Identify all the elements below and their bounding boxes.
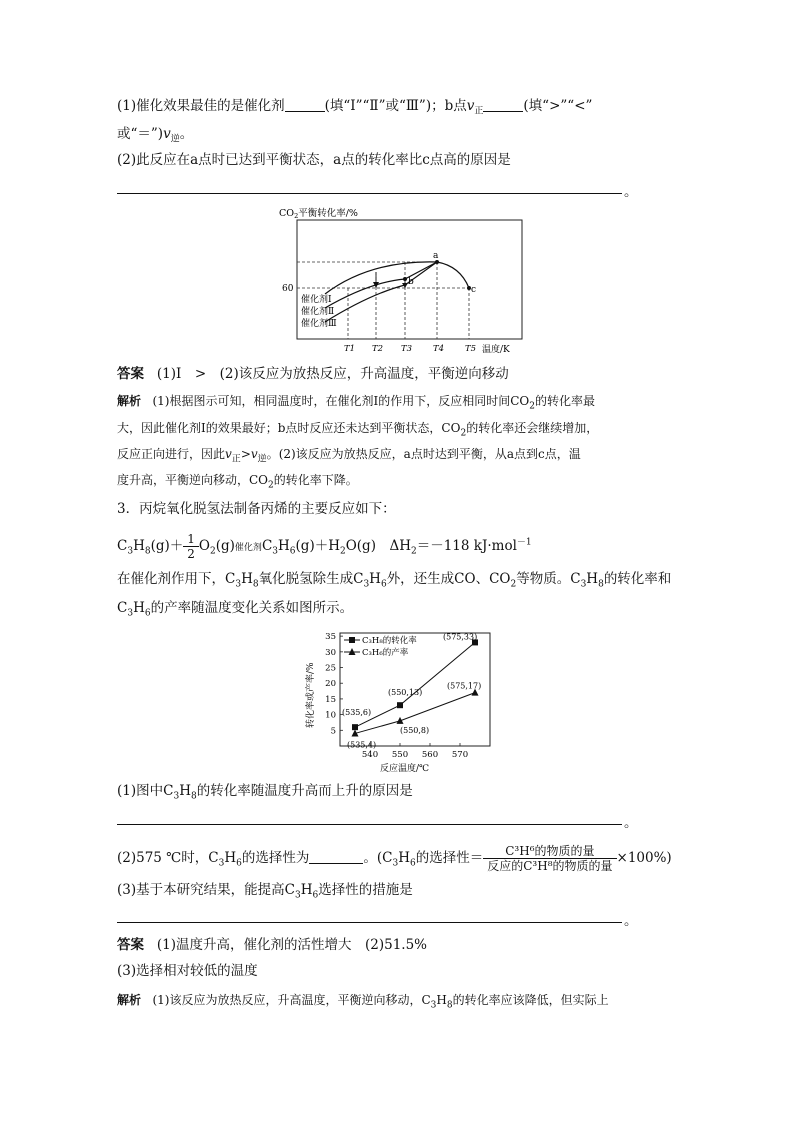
p2e: ×100%)	[616, 850, 672, 866]
answer-line-q2[interactable]	[117, 193, 622, 194]
intro2-s3: 3	[127, 608, 134, 619]
intro-h2: H	[369, 571, 381, 587]
chart2-xlabel: 反应温度/℃	[380, 764, 430, 774]
answer1	[117, 364, 509, 384]
p2c: 。(C	[363, 850, 393, 866]
data-label-1-535: (535,4)	[347, 740, 377, 750]
intro-s8b: 8	[598, 579, 604, 590]
p2b: 的选择性为	[241, 850, 310, 866]
intro-s6a: 6	[380, 579, 387, 590]
intro-h3: H	[586, 571, 599, 587]
chart1-xlabel: 温度/K	[482, 345, 510, 355]
exp3-s3: 3	[430, 1000, 437, 1011]
q3-intro2	[117, 598, 353, 624]
label-c: c	[471, 285, 477, 295]
exp1-l1b: 的转化率最	[534, 394, 595, 408]
p1-s8: 8	[190, 791, 197, 802]
p2d: 的选择性＝	[415, 850, 484, 866]
eq-c1: C	[117, 538, 128, 554]
marker-conversion-535	[352, 724, 358, 730]
eq-h2: H	[278, 538, 290, 554]
xtick-t4: T4	[433, 344, 445, 354]
intro2-h: H	[133, 600, 145, 616]
ytick-label-5: 5	[330, 726, 336, 737]
p3-h: H	[300, 882, 313, 898]
exp1-sub-a: 2	[529, 401, 535, 412]
p1-h: H	[179, 783, 191, 799]
eq-half	[183, 532, 199, 561]
p3-s3: 3	[294, 890, 301, 901]
xtick-label-540: 540	[361, 750, 379, 760]
exp1-line3	[117, 444, 581, 469]
frac-num: C³H⁶的物质的量	[483, 844, 616, 859]
exp1-v1: v	[225, 447, 232, 461]
q1-line1	[117, 96, 592, 122]
intro-s8a: 8	[252, 579, 259, 590]
eq-exp: －1	[516, 537, 532, 548]
q3-part2	[117, 844, 672, 874]
answer3-text2: (3)选择相对较低的温度	[117, 963, 258, 979]
q3-intro1	[117, 569, 671, 595]
v-reverse: v	[163, 126, 171, 142]
q3-title-text: 3．丙烷氧化脱氢法制备丙烯的主要反应如下：	[117, 501, 396, 517]
selectivity-fraction	[483, 844, 616, 873]
eq-s8: 8	[144, 546, 151, 557]
data-label-1-575: (575,17)	[447, 681, 482, 691]
answer3-line1	[117, 935, 427, 955]
eq-half-num: 1	[183, 532, 199, 547]
eq-s6: 6	[289, 546, 296, 557]
p1-s3: 3	[173, 791, 180, 802]
exp1-ni: 逆	[257, 454, 267, 465]
answer-blank-selectivity[interactable]	[309, 849, 363, 864]
data-label-0-535: (535,6)	[342, 708, 372, 718]
data-label-0-550: (550,13)	[388, 688, 423, 698]
exp1-sub-c: 2	[268, 480, 274, 491]
xtick-t3: T3	[401, 344, 413, 354]
intro-e: 的转化率和	[603, 571, 672, 587]
exp1-l2a: 大，因此催化剂Ⅰ的效果最好；b点时反应还未达到平衡状态，CO	[117, 421, 461, 435]
legend1-text: C₃H₈的转化率	[362, 636, 417, 646]
intro-s2: 2	[510, 579, 517, 590]
data-label-1-550: (550,8)	[400, 725, 430, 735]
p1b: 的转化率随温度升高而上升的原因是	[196, 783, 413, 799]
eq-s3b: 3	[272, 546, 279, 557]
exp1-v2: v	[250, 447, 258, 461]
eq-catalyst: 催化剂	[234, 543, 262, 553]
exp1-dot: 。	[266, 447, 279, 461]
period-3-1: 。	[624, 815, 638, 831]
intro-c: 外，还生成CO、CO	[386, 571, 511, 587]
period-3-3: 。	[624, 913, 638, 929]
q1-text-a: (1)催化效果最佳的是催化剂	[117, 98, 285, 114]
xtick-t1: T1	[344, 344, 356, 354]
exp1-gt: >	[240, 447, 251, 461]
p2-s3b: 3	[392, 858, 399, 869]
exp1-line2	[117, 418, 598, 443]
legend1-marker	[349, 637, 355, 643]
sub-forward: 正	[474, 106, 484, 117]
eq-c2: C	[261, 538, 273, 554]
answer3-line2	[117, 961, 258, 981]
q3-part3	[117, 880, 413, 906]
p2-s6b: 6	[410, 858, 416, 869]
p3b: 选择性的措施是	[318, 882, 413, 898]
legend-catalyst-3: 催化剂Ⅲ	[301, 319, 337, 329]
answer-line-3-3[interactable]	[117, 922, 622, 923]
p3-s6: 6	[312, 890, 319, 901]
answer-blank-compare[interactable]	[483, 97, 523, 112]
q2-text: (2)此反应在a点时已达到平衡状态，a点的转化率比c点高的原因是	[117, 152, 511, 168]
eq-dh: O(g) ΔH	[345, 538, 411, 554]
exp3-s8: 8	[446, 1000, 453, 1011]
exp1-line1	[117, 391, 595, 416]
eq-plus1: (g)＋	[150, 538, 184, 554]
intro-d: 等物质。C	[516, 571, 581, 587]
p2-s3a: 3	[218, 858, 225, 869]
answer3-label: 答案	[117, 937, 144, 953]
marker-conversion-550	[397, 702, 403, 708]
period-q2: 。	[624, 184, 638, 200]
xtick-t5: T5	[465, 344, 477, 354]
intro-b: 氧化脱氢除生成C	[258, 571, 364, 587]
answer1-label: 答案	[117, 366, 144, 382]
exp1-l4b: 的转化率下降。	[273, 473, 358, 487]
q1-end: 。	[179, 126, 194, 142]
ytick-label-25: 25	[325, 663, 336, 674]
ytick-label-35: 35	[325, 632, 336, 643]
q2-line	[117, 150, 511, 170]
exp1-label: 解析	[117, 394, 142, 408]
p2-s6a: 6	[236, 858, 242, 869]
ytick-60: 60	[282, 284, 294, 294]
p2a: (2)575 ℃时，C	[117, 850, 219, 866]
exp1-l4a: 度升高，平衡逆向移动，CO	[117, 473, 269, 487]
exp1-l2b: 的转化率还会继续增加，	[466, 421, 599, 435]
answer3-text1: (1)温度升高，催化剂的活性增大 (2)51.5%	[156, 937, 428, 953]
intro-s3c: 3	[580, 579, 587, 590]
exp1-l3b: (2)该反应为放热反应，a点时达到平衡，从a点到c点，温	[278, 447, 581, 461]
eq-g: (g)	[215, 538, 235, 554]
exp1-zheng: 正	[231, 454, 241, 465]
p1a: (1)图中C	[117, 783, 174, 799]
v-forward: v	[466, 98, 475, 114]
chart2-conversion-yield	[300, 628, 500, 776]
data-label-0-575: (575,33)	[443, 632, 478, 642]
ytick-label-20: 20	[325, 679, 336, 690]
answer1-text: (1)Ⅰ > (2)该反应为放热反应，升高温度，平衡逆向移动	[156, 366, 509, 382]
intro-a: 在催化剂作用下，C	[117, 571, 236, 587]
q3-part1	[117, 781, 413, 807]
intro-s3b: 3	[363, 579, 370, 590]
exp1-l1a: (1)根据图示可知，相同温度时，在催化剂Ⅰ的作用下，反应相同时间CO	[152, 394, 530, 408]
series-catalyst-1	[325, 262, 469, 294]
p2-h1: H	[224, 850, 237, 866]
chart1-ylabel: $CO_2$平衡转化率/%	[279, 208, 358, 220]
q1-line2	[117, 124, 193, 150]
p2-h2: H	[398, 850, 410, 866]
exp3-line1	[117, 990, 609, 1015]
xtick-label-550: 550	[391, 750, 409, 760]
eq-s3a: 3	[127, 546, 134, 557]
intro2-b: 的产率随温度变化关系如图所示。	[150, 600, 354, 616]
xtick-label-560: 560	[421, 750, 439, 760]
xtick-t2: T2	[372, 344, 384, 354]
legend-catalyst-2: 催化剂Ⅱ	[301, 307, 335, 317]
exp1-l3a: 反应正向进行，因此	[117, 447, 226, 461]
ytick-label-15: 15	[325, 694, 336, 705]
eq-half-den: 2	[187, 547, 195, 561]
eq-value: ＝－118 kJ·mol	[416, 538, 517, 554]
eq-s2c: 2	[410, 546, 417, 557]
answer-line-3-1[interactable]	[117, 824, 622, 825]
q1-text-d: 或“＝”)	[117, 126, 164, 142]
exp3-label: 解析	[117, 993, 142, 1007]
chart1-co2-conversion	[270, 202, 530, 360]
exp1-sub-b: 2	[460, 428, 467, 439]
q1-text-c: (填“>”“<”	[523, 98, 593, 114]
label-a: a	[433, 251, 439, 261]
eq-h1: H	[133, 538, 145, 554]
q1-text-b: (填“Ⅰ”“Ⅱ”或“Ⅲ”)；b点	[324, 98, 467, 114]
eq-o: O	[198, 538, 210, 554]
intro-h1: H	[241, 571, 253, 587]
point-b	[403, 277, 407, 281]
legend-catalyst-1: 催化剂Ⅰ	[301, 295, 332, 305]
frac-den: 反应的C³H⁸的物质的量	[487, 859, 613, 873]
eq-plus2: (g)＋H	[295, 538, 340, 554]
xtick-label-570: 570	[451, 750, 469, 760]
answer-blank-catalyst[interactable]	[285, 97, 325, 112]
eq-s2b: 2	[339, 546, 346, 557]
ytick-label-10: 10	[325, 710, 336, 721]
intro2-s6: 6	[144, 608, 151, 619]
exp3-l1b: 的转化率应该降低，但实际上	[452, 993, 609, 1007]
ytick-label-30: 30	[325, 647, 336, 658]
label-b: b	[408, 277, 414, 287]
exp3-l1a: (1)该反应为放热反应，升高温度，平衡逆向移动，C	[152, 993, 431, 1007]
q3-title	[117, 499, 396, 519]
q3-equation	[117, 532, 532, 562]
intro2-c: C	[117, 600, 128, 616]
chart2-ylabel: 转化率或产率/%	[306, 662, 316, 728]
legend2-text: C₃H₆的产率	[362, 648, 409, 658]
intro-s3a: 3	[235, 579, 242, 590]
exp1-line4	[117, 470, 358, 495]
sub-reverse: 逆	[170, 134, 180, 145]
series-catalyst-2	[325, 262, 437, 308]
p3a: (3)基于本研究结果，能提高C	[117, 882, 295, 898]
eq-s2a: 2	[210, 546, 216, 557]
exp3-h: H	[436, 993, 447, 1007]
